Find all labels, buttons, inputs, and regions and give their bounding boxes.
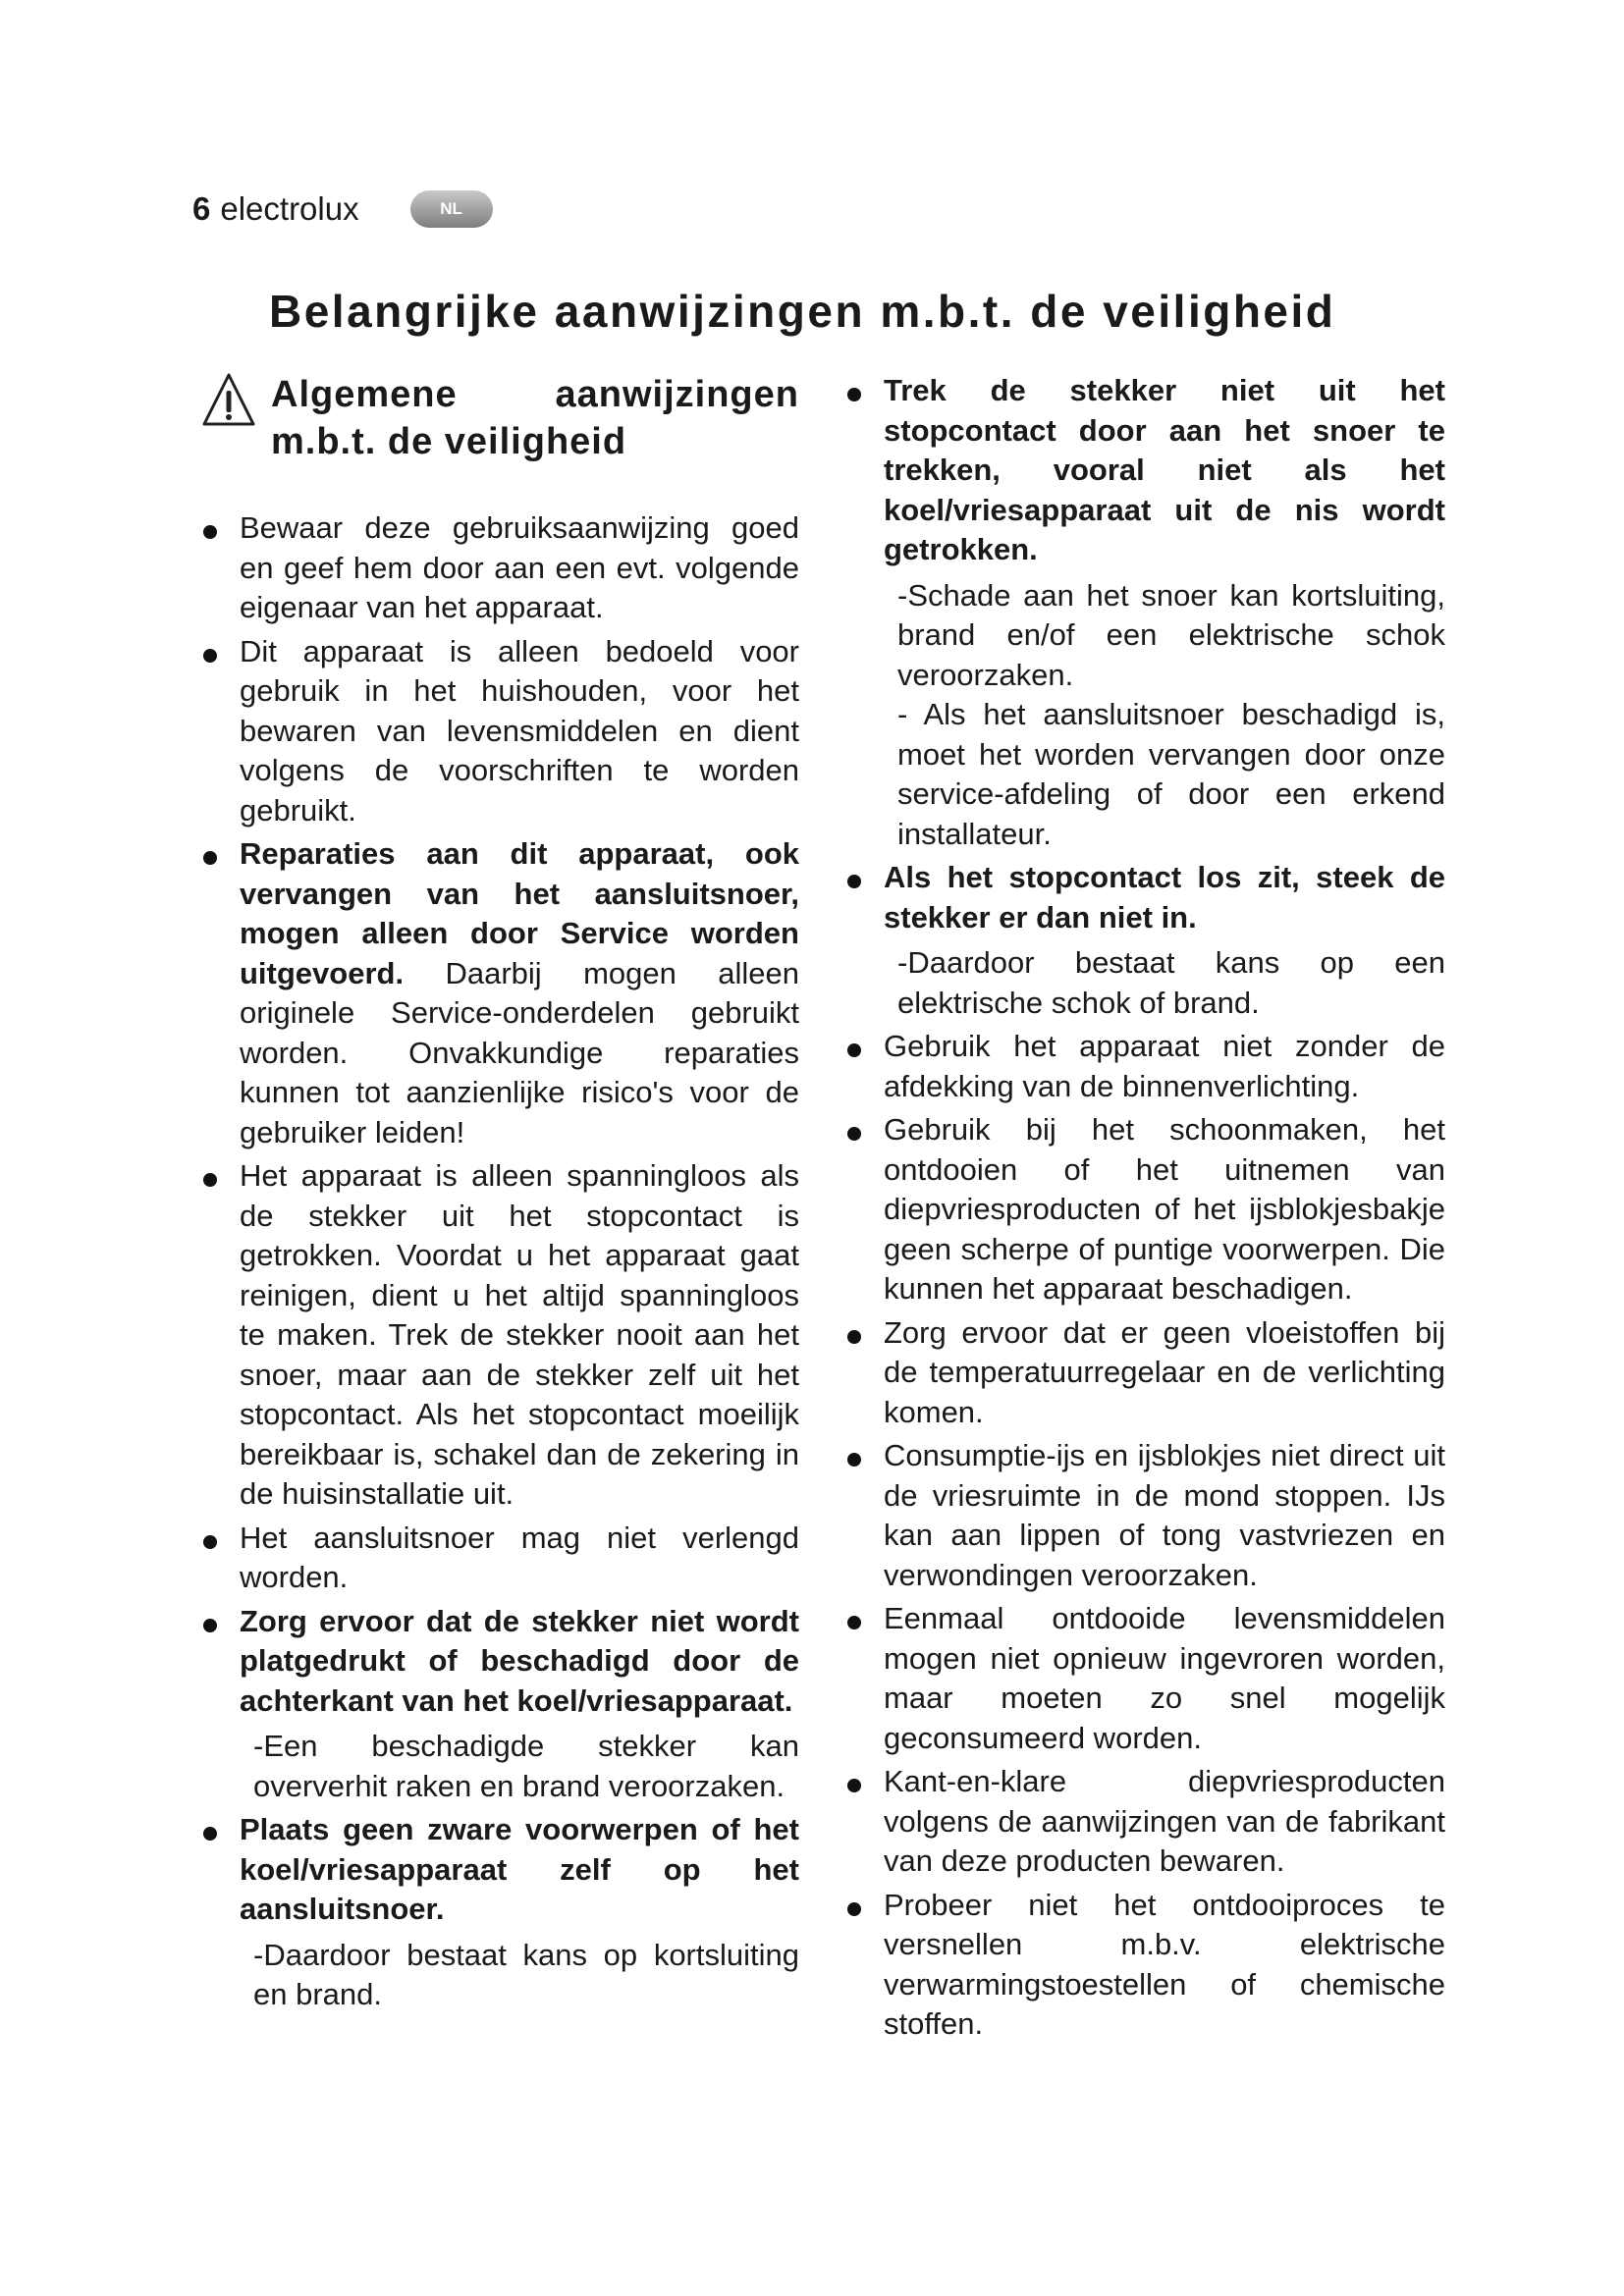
safety-item-note [884,576,1445,855]
safety-item-text: Consumptie-ijs en ijsblokjes niet direct uit de vriesruimte in de mond stoppen. IJs kan aan lippen of tong vastvriezen en verwondingen veroorzaken. [884,1438,1445,1592]
safety-item [844,1599,1445,1758]
safety-item-note-line: -Daardoor bestaat kans op kortsluiting en brand. [253,1937,799,2011]
safety-item-text: Bewaar deze gebruiksaanwijzing goed en geef hem door aan een evt. volgende eigenaar van het apparaat. [240,510,799,624]
safety-item-note-line: - Als het aansluitsnoer beschadigd is, moet het worden vervangen door onze service-afdeling of door een erkend installateur. [897,697,1445,851]
page-header [192,185,493,234]
safety-item [200,1519,799,1598]
safety-item [844,371,1445,854]
safety-item-bold-text: Plaats geen zware voorwerpen of het koel/vriesapparaat zelf op het aansluitsnoer. [240,1812,799,1926]
safety-item [200,1156,799,1515]
section-title: Algemene aanwijzingen m.b.t. de veiligheid [271,374,799,462]
page-number: 6 [192,190,211,227]
safety-item-note-line: -Een beschadigde stekker kan oververhit raken en brand veroorzaken. [253,1729,799,1803]
right-column [844,371,1445,2049]
page-title: Belangrijke aanwijzingen m.b.t. de veiligheid [269,286,1336,337]
language-badge: NL [410,190,493,228]
safety-item-text: Het aansluitsnoer mag niet verlengd worden. [240,1520,799,1594]
right-safety-list [844,371,1445,2045]
safety-item [200,1602,799,1807]
safety-item [844,1886,1445,2045]
safety-item-text: Dit apparaat is alleen bedoeld voor gebruik in het huishouden, voor het bewaren van levensmiddelen en dient volgens de voorschriften te worden gebruikt. [240,633,799,828]
safety-item [200,508,799,628]
section-header [200,371,799,465]
safety-item [200,1810,799,2015]
brand-name: electrolux [220,190,359,227]
safety-item-text: Daarbij mogen alleen originele Service-onderdelen gebruikt worden. Onvakkundige reparaties kunnen tot aanzienlijke risico's voor de gebruiker leiden! [240,955,799,1149]
safety-item [200,632,799,831]
safety-item-bold-text: Zorg ervoor dat de stekker niet wordt platgedrukt of beschadigd door de achterkant van het koel/vriesapparaat. [240,1603,799,1718]
safety-item-text: Zorg ervoor dat er geen vloeistoffen bij de temperatuurregelaar en de verlichting komen. [884,1314,1445,1429]
safety-item-text: Probeer niet het ontdooiproces te versnellen m.b.v. elektrische verwarmingstoestellen of chemische stoffen. [884,1887,1445,2041]
safety-item [844,1762,1445,1882]
safety-item-note [884,943,1445,1023]
safety-item-note [240,1936,799,2015]
safety-item [844,1436,1445,1595]
safety-item-text: Kant-en-klare diepvriesproducten volgens de aanwijzingen van de fabrikant van deze producten bewaren. [884,1764,1445,1878]
safety-item [844,858,1445,1023]
safety-item-text: Eenmaal ontdooide levensmiddelen mogen niet opnieuw ingevroren worden, maar moeten zo snel mogelijk geconsumeerd worden. [884,1601,1445,1755]
left-column [200,371,799,2019]
safety-item-bold-text: Reparaties aan dit apparaat, ook vervangen van het aansluitsnoer, mogen alleen door Service worden uitgevoerd. [240,836,799,990]
safety-item [844,1313,1445,1433]
safety-item [844,1027,1445,1106]
safety-item-bold-text: Als het stopcontact los zit, steek de stekker er dan niet in. [884,860,1445,934]
safety-item-bold-text: Trek de stekker niet uit het stopcontact door aan het snoer te trekken, vooral niet als het koel/vriesapparaat uit de nis wordt getrokken. [884,373,1445,566]
safety-item-note-line: -Schade aan het snoer kan kortsluiting, brand en/of een elektrische schok veroorzaken. [897,577,1445,692]
warning-triangle-icon [200,371,257,434]
safety-item-note-line: -Daardoor bestaat kans op een elektrische schok of brand. [897,945,1445,1020]
safety-item-text: Gebruik het apparaat niet zonder de afdekking van de binnenverlichting. [884,1029,1445,1103]
safety-item-note [240,1727,799,1806]
left-safety-list [200,508,799,2015]
safety-item-text: Gebruik bij het schoonmaken, het ontdooien of het uitnemen van diepvriesproducten of het ijsblokjesbakje geen scherpe of puntige voorwerpen. Die kunnen het apparaat beschadigen. [884,1112,1445,1306]
safety-item [844,1110,1445,1309]
safety-item-text: Het apparaat is alleen spanningloos als de stekker uit het stopcontact is getrokken. Voordat u het apparaat gaat reinigen, dient u het altijd spanningloos te maken. Trek de stekker nooit aan het snoer, maar aan de stekker zelf uit het stopcontact. Als het stopcontact moeilijk bereikbaar is, schakel dan de zekering in de huisinstallatie uit. [240,1158,799,1511]
safety-item [200,834,799,1152]
